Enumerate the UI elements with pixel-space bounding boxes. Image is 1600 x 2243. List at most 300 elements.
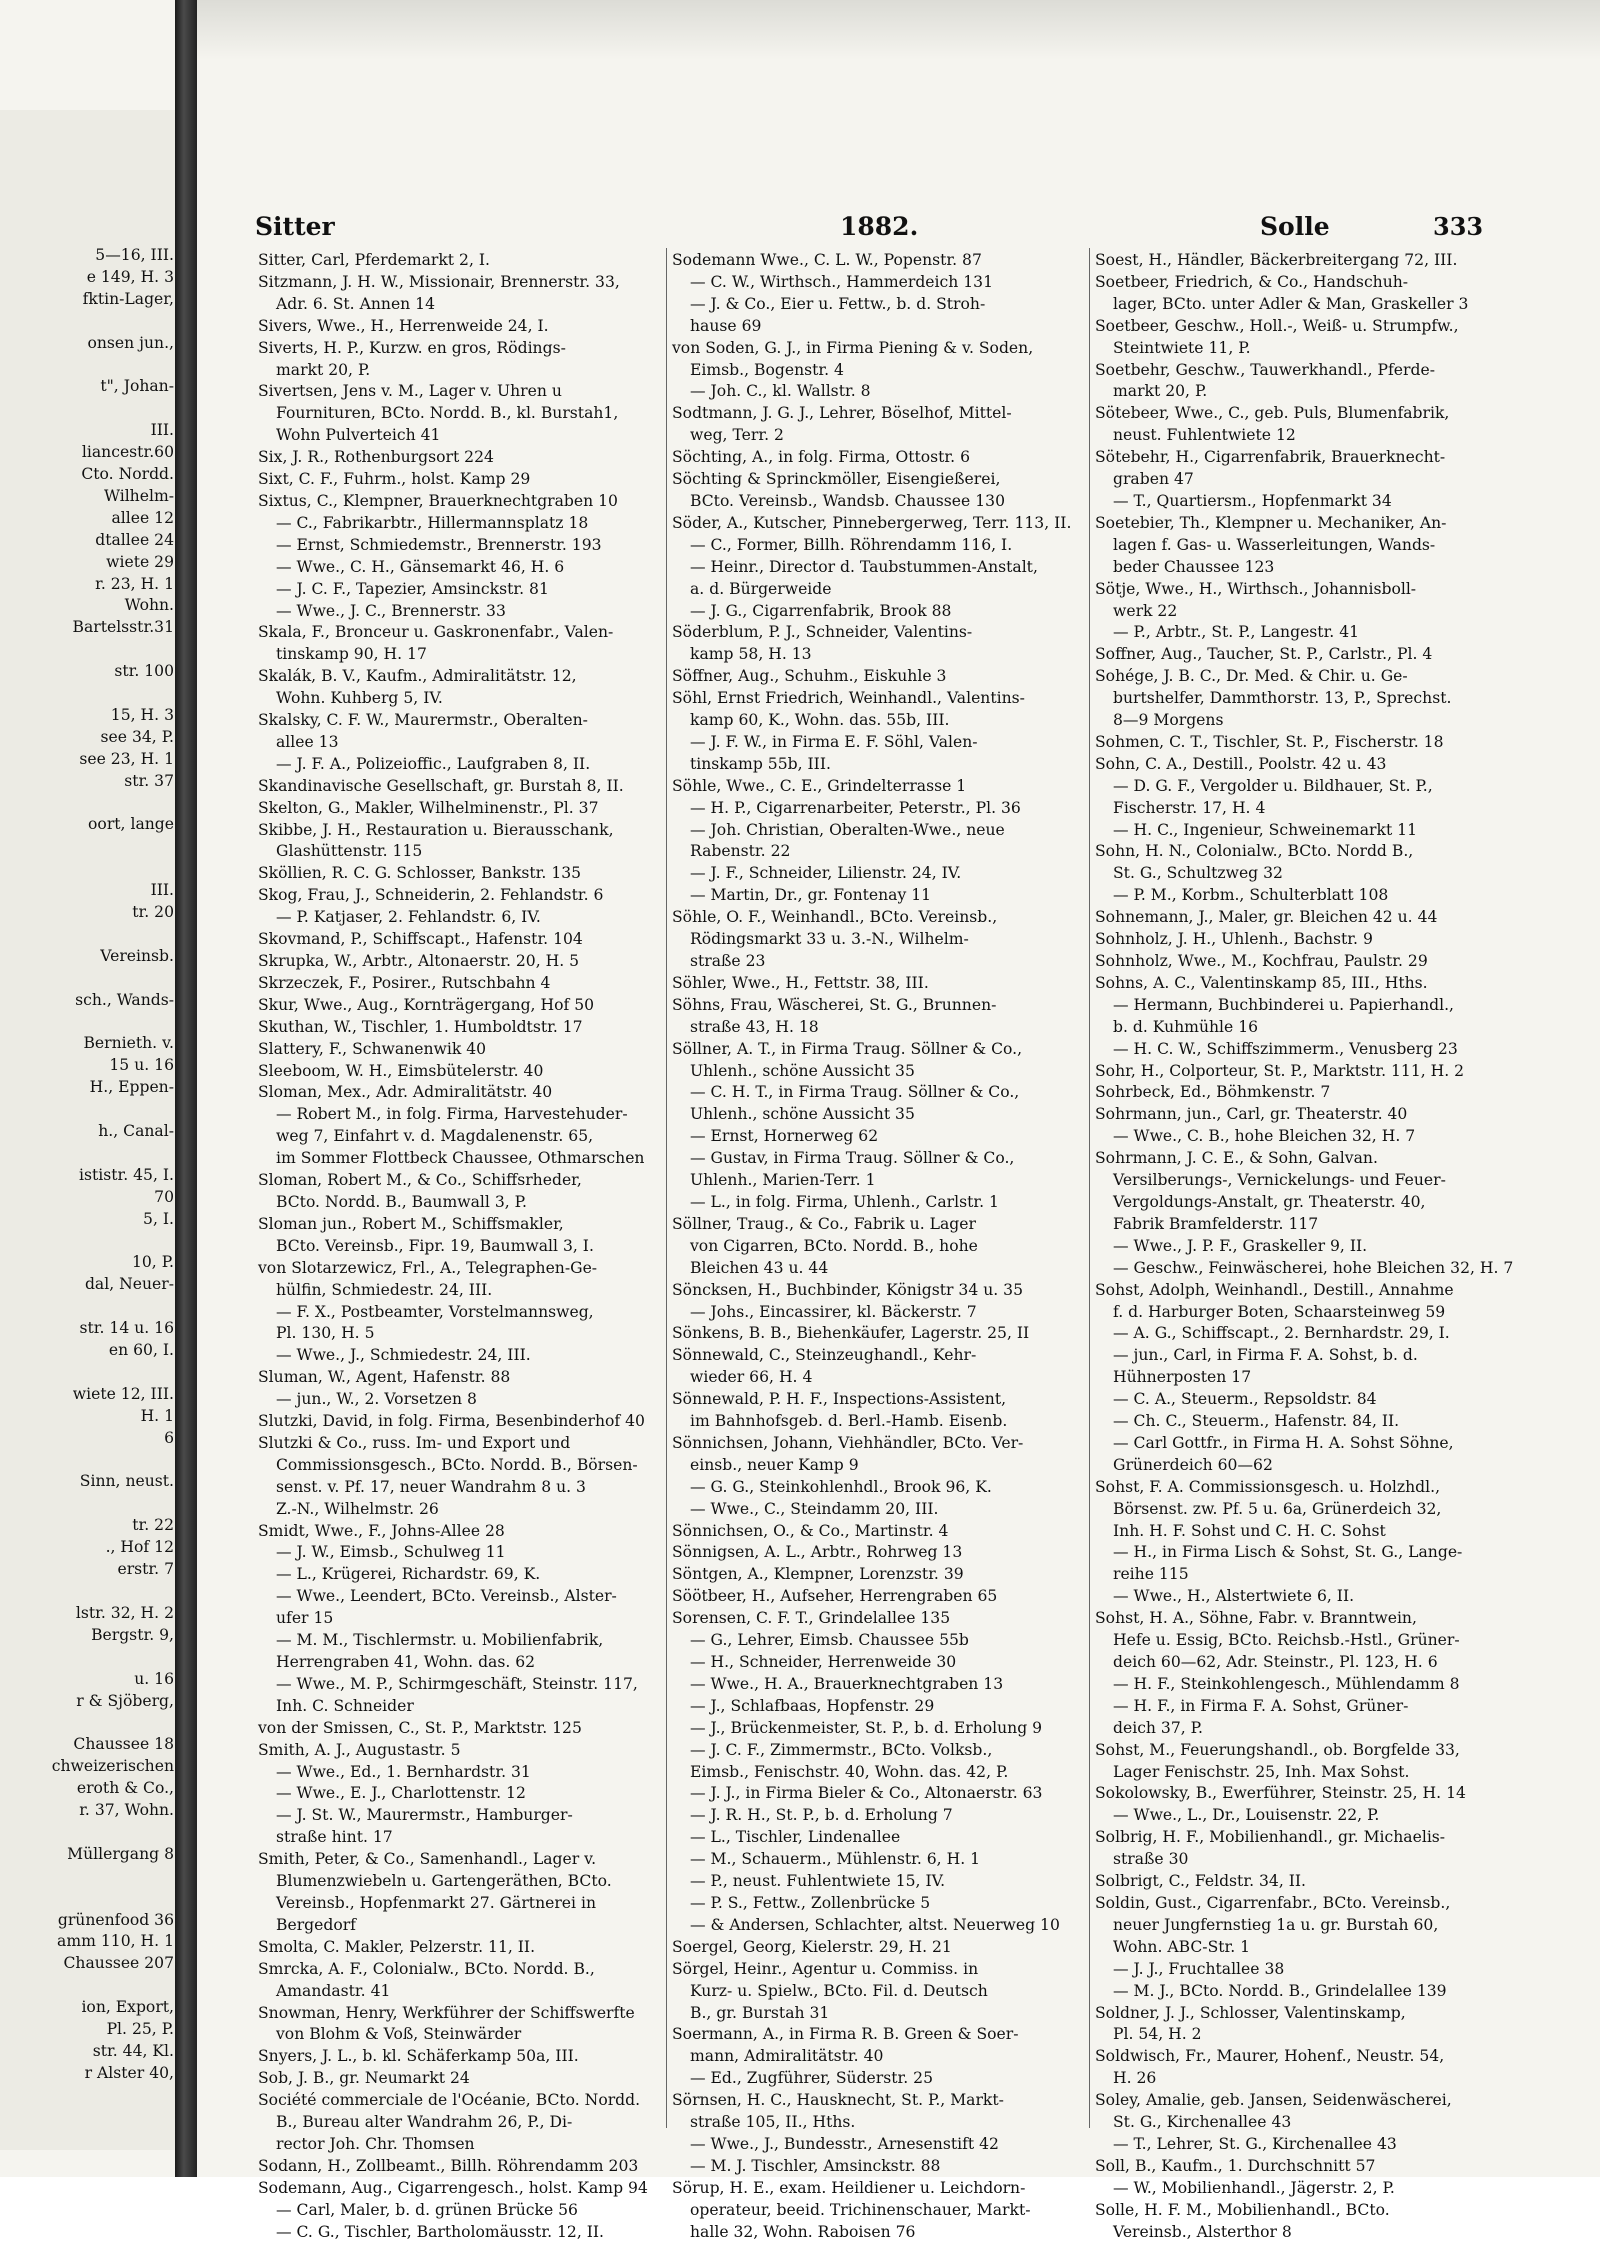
directory-entry-line: B., Bureau alter Wandrahm 26, P., Di- bbox=[276, 2113, 573, 2132]
directory-entry-line: — Ch. C., Steuerm., Hafenstr. 84, II. bbox=[1113, 1412, 1400, 1431]
directory-entry-line: von Soden, G. J., in Firma Piening & v. Soden, bbox=[672, 338, 1034, 357]
directory-entry-line: Sleeboom, W. H., Eimsbütelerstr. 40 bbox=[258, 1061, 544, 1080]
directory-entry-line: einsb., neuer Kamp 9 bbox=[690, 1455, 859, 1474]
directory-entry-line: — J. & Co., Eier u. Fettw., b. d. Stroh- bbox=[690, 294, 986, 313]
directory-entry-line: kamp 58, H. 13 bbox=[690, 645, 812, 664]
directory-entry-line: Sörnsen, H. C., Hausknecht, St. P., Markt- bbox=[672, 2091, 1004, 2110]
directory-entry-line: — Wwe., L., Dr., Louisenstr. 22, P. bbox=[1113, 1806, 1380, 1825]
directory-entry-line: Adr. 6. St. Annen 14 bbox=[276, 294, 436, 313]
previous-page-line bbox=[2, 858, 174, 880]
previous-page-line: Bartelsstr.31 bbox=[72, 618, 174, 637]
directory-entry-line: — Ed., Zugführer, Süderstr. 25 bbox=[690, 2069, 933, 2088]
directory-entry-line: halle 32, Wohn. Raboisen 76 bbox=[690, 2222, 916, 2241]
previous-page-line: en 60, I. bbox=[108, 1341, 174, 1360]
previous-page-line: lstr. 32, H. 2 bbox=[75, 1603, 174, 1622]
directory-entry-line: Siverts, H. P., Kurzw. en gros, Rödings- bbox=[258, 338, 566, 357]
previous-page-line: eroth & Co., bbox=[76, 1779, 174, 1798]
directory-entry-line: Sluman, W., Agent, Hafenstr. 88 bbox=[258, 1368, 511, 1387]
directory-entry-line: Soley, Amalie, geb. Jansen, Seidenwäscherei, bbox=[1095, 2091, 1452, 2110]
directory-entry-line: Société commerciale de l'Océanie, BCto. Nordd. bbox=[258, 2091, 641, 2110]
directory-entry-line: — Carl, Maler, b. d. grünen Brücke 56 bbox=[276, 2200, 578, 2219]
directory-entry-line: graben 47 bbox=[1113, 470, 1194, 489]
directory-entry-line: straße 105, II., Hths. bbox=[690, 2113, 856, 2132]
directory-entry-line: — & Andersen, Schlachter, altst. Neuerweg 10 bbox=[690, 1915, 1060, 1934]
directory-entry-line: Smolta, C. Makler, Pelzerstr. 11, II. bbox=[258, 1937, 536, 1956]
directory-entry-line: Sohn, C. A., Destill., Poolstr. 42 u. 43 bbox=[1095, 754, 1387, 773]
directory-entry-line: Smrcka, A. F., Colonialw., BCto. Nordd. B., bbox=[258, 1959, 595, 1978]
directory-entry-line: f. d. Harburger Boten, Schaarsteinweg 59 bbox=[1113, 1302, 1446, 1321]
directory-entry-line: Inh. H. F. Sohst und C. H. C. Sohst bbox=[1113, 1521, 1386, 1540]
directory-entry-line: rector Joh. Chr. Thomsen bbox=[276, 2134, 475, 2153]
previous-page-line bbox=[2, 311, 174, 333]
previous-page-line bbox=[2, 968, 174, 990]
directory-entry-line: straße 23 bbox=[690, 952, 766, 970]
previous-page-text bbox=[2, 245, 174, 2085]
directory-entry-line: allee 13 bbox=[276, 732, 339, 751]
previous-page-line: 15, H. 3 bbox=[110, 705, 174, 724]
directory-entry-line: — Hermann, Buchbinderei u. Papierhandl., bbox=[1113, 995, 1455, 1014]
directory-entry-line: — C. H. T., in Firma Traug. Söllner & Co., bbox=[690, 1083, 1020, 1102]
directory-entry-line: Eimsb., Fenischstr. 40, Wohn. das. 42, P. bbox=[690, 1762, 1009, 1781]
previous-page-line: chweizerischen bbox=[51, 1757, 174, 1776]
directory-entry-line: wieder 66, H. 4 bbox=[690, 1368, 813, 1387]
directory-entry-line: Sodemann, Aug., Cigarrengesch., holst. Kamp 94 bbox=[258, 2178, 648, 2197]
directory-entry-line: Lager Fenischstr. 25, Inh. Max Sohst. bbox=[1113, 1762, 1410, 1781]
column-rule bbox=[666, 248, 667, 2128]
directory-entry-line: Soetbeer, Geschw., Holl.-, Weiß- u. Strumpfw., bbox=[1095, 316, 1459, 335]
directory-entry-line: Sohst, M., Feuerungshandl., ob. Borgfelde 33, bbox=[1095, 1740, 1460, 1759]
directory-entry-line: Soldner, J. J., Schlosser, Valentinskamp, bbox=[1095, 2003, 1406, 2022]
directory-entry-line: — Wwe., H., Alstertwiete 6, II. bbox=[1113, 1587, 1355, 1606]
page-number: 333 bbox=[1433, 212, 1484, 241]
directory-entry-line: von der Smissen, C., St. P., Marktstr. 125 bbox=[258, 1718, 582, 1737]
directory-entry-line: Söffner, Aug., Schuhm., Eiskuhle 3 bbox=[672, 667, 947, 686]
directory-entry-line: — jun., W., 2. Vorsetzen 8 bbox=[276, 1390, 477, 1409]
directory-entry-line: — Wwe., E. J., Charlottenstr. 12 bbox=[276, 1784, 526, 1803]
previous-page-line: str. 44, Kl. bbox=[92, 2041, 174, 2060]
previous-page-line: liancestr.60 bbox=[81, 443, 174, 462]
directory-entry-line: — J., Schlafbaas, Hopfenstr. 29 bbox=[690, 1696, 935, 1715]
directory-entry-line: — J. F., Schneider, Lilienstr. 24, IV. bbox=[690, 864, 962, 883]
previous-page-line: amm 110, H. 1 bbox=[57, 1932, 174, 1951]
directory-entry-line: Sohége, J. B. C., Dr. Med. & Chir. u. Ge- bbox=[1095, 667, 1408, 686]
directory-entry-line: H. 26 bbox=[1113, 2069, 1157, 2088]
directory-entry-line: Fournituren, BCto. Nordd. B., kl. Burstah1, bbox=[276, 404, 619, 423]
directory-entry-line: — M. M., Tischlermstr. u. Mobilienfabrik, bbox=[276, 1631, 604, 1650]
directory-entry-line: — Heinr., Director d. Taubstummen-Anstalt, bbox=[690, 557, 1038, 576]
directory-entry-line: von Cigarren, BCto. Nordd. B., hohe bbox=[690, 1236, 978, 1255]
previous-page-line bbox=[2, 355, 174, 377]
previous-page-line bbox=[2, 639, 174, 661]
directory-entry-line: Kurz- u. Spielw., BCto. Fil. d. Deutsch bbox=[690, 1981, 988, 2000]
directory-entry-line: Skur, Wwe., Aug., Kornträgergang, Hof 50 bbox=[258, 995, 595, 1014]
directory-entry-line: Sköllien, R. C. G. Schlosser, Bankstr. 135 bbox=[258, 864, 582, 883]
previous-page-line: erstr. 7 bbox=[117, 1560, 174, 1579]
directory-entry-line: — Wwe., J. C., Brennerstr. 33 bbox=[276, 601, 506, 620]
directory-entry-line: — H. F., Steinkohlengesch., Mühlendamm 8 bbox=[1113, 1674, 1460, 1693]
directory-entry-line: — P., Arbtr., St. P., Langestr. 41 bbox=[1113, 623, 1360, 642]
previous-page-line bbox=[2, 398, 174, 420]
directory-entry-line: — J., Brückenmeister, St. P., b. d. Erholung 9 bbox=[690, 1718, 1043, 1737]
previous-page-line: 15 u. 16 bbox=[109, 1056, 174, 1075]
directory-entry-line: deich 60—62, Adr. Steinstr., Pl. 123, H. 6 bbox=[1113, 1653, 1438, 1671]
directory-entry-line: — P. S., Fettw., Zollenbrücke 5 bbox=[690, 1893, 931, 1912]
directory-entry-line: Söhns, Frau, Wäscherei, St. G., Brunnen- bbox=[672, 995, 997, 1014]
directory-entry-line: Herrengraben 41, Wohn. das. 62 bbox=[276, 1653, 536, 1671]
directory-entry-line: Söncksen, H., Buchbinder, Königstr 34 u. 35 bbox=[672, 1280, 1024, 1299]
directory-entry-line: — Wwe., Leendert, BCto. Vereinsb., Alster- bbox=[276, 1587, 617, 1606]
directory-entry-line: straße 30 bbox=[1113, 1850, 1189, 1869]
directory-entry-line: Z.-N., Wilhelmstr. 26 bbox=[276, 1499, 439, 1518]
directory-entry-line: BCto. Vereinsb., Fipr. 19, Baumwall 3, I. bbox=[276, 1236, 594, 1255]
directory-entry-line: im Bahnhofsgeb. d. Berl.-Hamb. Eisenb. bbox=[690, 1412, 1008, 1431]
previous-page-edge bbox=[0, 110, 175, 2150]
directory-entry-line: — Wwe., M. P., Schirmgeschäft, Steinstr. 117, bbox=[276, 1674, 638, 1693]
directory-entry-line: Sohnholz, Wwe., M., Kochfrau, Paulstr. 29 bbox=[1095, 952, 1428, 970]
previous-page-line bbox=[2, 924, 174, 946]
directory-entry-line: Soergel, Georg, Kielerstr. 29, H. 21 bbox=[672, 1937, 952, 1956]
previous-page-line bbox=[2, 1581, 174, 1603]
directory-entry-line: — Gustav, in Firma Traug. Söllner & Co., bbox=[690, 1149, 1015, 1168]
directory-entry-line: — F. X., Postbeamter, Vorstelmannsweg, bbox=[276, 1302, 594, 1321]
previous-page-line: 5, I. bbox=[143, 1209, 174, 1228]
directory-entry-line: Sörgel, Heinr., Agentur u. Commiss. in bbox=[672, 1959, 979, 1978]
directory-entry-line: Pl. 54, H. 2 bbox=[1113, 2025, 1202, 2044]
directory-entry-line: St. G., Kirchenallee 43 bbox=[1113, 2113, 1292, 2132]
directory-entry-line: Sodann, H., Zollbeamt., Billh. Röhrendamm 203 bbox=[258, 2156, 639, 2175]
directory-entry-line: straße 43, H. 18 bbox=[690, 1017, 819, 1036]
directory-entry-line: Sönkens, B. B., Biehenkäufer, Lagerstr. 25, II bbox=[672, 1324, 1030, 1343]
directory-entry-line: Sitter, Carl, Pferdemarkt 2, I. bbox=[258, 251, 490, 269]
directory-entry-line: Söhle, O. F., Weinhandl., BCto. Vereinsb., bbox=[672, 908, 998, 927]
directory-entry-line: Skrupka, W., Arbtr., Altonaerstr. 20, H. 5 bbox=[258, 952, 580, 970]
directory-entry-line: neuer Jungfernstieg 1a u. gr. Burstah 60, bbox=[1113, 1915, 1439, 1934]
directory-entry-line: Fabrik Bramfelderstr. 117 bbox=[1113, 1214, 1319, 1233]
previous-page-line: H., Eppen- bbox=[89, 1078, 174, 1097]
directory-entry-line: Sörup, H. E., exam. Heildiener u. Leichdorn- bbox=[672, 2178, 1026, 2197]
directory-entry-line: — H. F., in Firma F. A. Sohst, Grüner- bbox=[1113, 1696, 1409, 1715]
previous-page-line: h., Canal- bbox=[98, 1122, 174, 1141]
directory-entry-line: Soetbeer, Friedrich, & Co., Handschuh- bbox=[1095, 272, 1409, 291]
previous-page-line: r & Sjöberg, bbox=[76, 1691, 174, 1710]
directory-entry-line: Solle, H. F. M., Mobilienhandl., BCto. bbox=[1095, 2200, 1390, 2219]
previous-page-line: oort, lange bbox=[88, 815, 174, 834]
directory-entry-line: Sloman jun., Robert M., Schiffsmakler, bbox=[258, 1214, 564, 1233]
previous-page-line: Pl. 25, P. bbox=[106, 2020, 174, 2039]
directory-entry-line: Soetebier, Th., Klempner u. Mechaniker, An- bbox=[1095, 513, 1447, 532]
directory-entry-line: Sloman, Mex., Adr. Admiralitätstr. 40 bbox=[258, 1083, 553, 1102]
directory-entry-line: — G. G., Steinkohlenhdl., Brook 96, K. bbox=[690, 1477, 992, 1496]
directory-entry-line: Söhle, Wwe., C. E., Grindelterrasse 1 bbox=[672, 776, 967, 795]
directory-entry-line: Sönnichsen, Johann, Viehhändler, BCto. Ver- bbox=[672, 1433, 1024, 1452]
directory-entry-line: Eimsb., Bogenstr. 4 bbox=[690, 360, 844, 379]
directory-entry-line: Skalák, B. V., Kaufm., Admiralitätstr. 12, bbox=[258, 667, 577, 686]
directory-entry-line: Sohr, H., Colporteur, St. P., Marktstr. 111, H. 2 bbox=[1095, 1061, 1465, 1080]
directory-entry-line: Hefe u. Essig, BCto. Reichsb.-Hstl., Grüner- bbox=[1113, 1631, 1460, 1650]
directory-entry-line: — Wwe., C., Steindamm 20, III. bbox=[690, 1499, 939, 1518]
previous-page-line: allee 12 bbox=[111, 508, 174, 527]
directory-entry-line: — Johs., Eincassirer, kl. Bäckerstr. 7 bbox=[690, 1302, 977, 1321]
directory-entry-line: — Joh. Christian, Oberalten-Wwe., neue bbox=[690, 820, 1005, 839]
previous-page-line: see 34, P. bbox=[100, 727, 174, 746]
directory-entry-line: Söchting, A., in folg. Firma, Ottostr. 6 bbox=[672, 448, 971, 467]
directory-entry-line: Smith, Peter, & Co., Samenhandl., Lager v. bbox=[258, 1850, 597, 1869]
page-shadow bbox=[197, 0, 1600, 60]
directory-entry-line: Skog, Frau, J., Schneiderin, 2. Fehlandstr. 6 bbox=[258, 886, 604, 905]
directory-entry-line: — J. G., Cigarrenfabrik, Brook 88 bbox=[690, 601, 952, 620]
directory-entry-line: — L., in folg. Firma, Uhlenh., Carlstr. 1 bbox=[690, 1192, 999, 1211]
directory-entry-line: Smith, A. J., Augustastr. 5 bbox=[258, 1740, 461, 1759]
previous-page-line: r Alster 40, bbox=[84, 2063, 174, 2082]
directory-entry-line: Börsenst. zw. Pf. 5 u. 6a, Grünerdeich 32, bbox=[1113, 1499, 1442, 1518]
directory-entry-line: Soermann, A., in Firma R. B. Green & Soer- bbox=[672, 2025, 1019, 2044]
directory-entry-line: 8—9 Morgens bbox=[1113, 711, 1224, 730]
directory-entry-line: Soetbehr, Geschw., Tauwerkhandl., Pferde- bbox=[1095, 360, 1435, 379]
directory-entry-line: von Slotarzewicz, Frl., A., Telegraphen-Ge- bbox=[258, 1258, 598, 1277]
previous-page-line: ., Hof 12 bbox=[105, 1538, 174, 1557]
previous-page-line: see 23, H. 1 bbox=[79, 749, 174, 768]
previous-page-line: r. 23, H. 1 bbox=[95, 574, 174, 593]
directory-entry-line: weg, Terr. 2 bbox=[690, 426, 784, 445]
directory-column-3 bbox=[1095, 250, 1514, 2241]
previous-page-line bbox=[2, 683, 174, 705]
directory-entry-line: — Wwe., J., Schmiedestr. 24, III. bbox=[276, 1346, 531, 1365]
directory-entry-line: senst. v. Pf. 17, neuer Wandrahm 8 u. 3 bbox=[276, 1477, 586, 1496]
directory-entry-line: Rödingsmarkt 33 u. 3.-N., Wilhelm- bbox=[690, 930, 969, 949]
directory-entry-line: — T., Quartiersm., Hopfenmarkt 34 bbox=[1113, 491, 1392, 510]
previous-page-line: Chaussee 18 bbox=[73, 1735, 174, 1754]
previous-page-line: 70 bbox=[154, 1187, 174, 1206]
directory-entry-line: Sodemann Wwe., C. L. W., Popenstr. 87 bbox=[672, 251, 982, 269]
directory-entry-line: Sohst, H. A., Söhne, Fabr. v. Branntwein, bbox=[1095, 1609, 1417, 1628]
directory-entry-line: — Carl Gottfr., in Firma H. A. Sohst Söhne, bbox=[1113, 1433, 1454, 1452]
directory-entry-line: — L., Krügerei, Richardstr. 69, K. bbox=[276, 1565, 541, 1584]
directory-entry-line: Uhlenh., Marien-Terr. 1 bbox=[690, 1171, 876, 1190]
previous-page-line: str. 100 bbox=[114, 662, 174, 681]
previous-page-line: ion, Export, bbox=[81, 1998, 174, 2017]
directory-entry-line: Söntgen, A., Klempner, Lorenzstr. 39 bbox=[672, 1565, 964, 1584]
directory-entry-line: — J. C. F., Tapezier, Amsinckstr. 81 bbox=[276, 579, 549, 598]
directory-entry-line: Sixt, C. F., Fuhrm., holst. Kamp 29 bbox=[258, 470, 531, 489]
directory-entry-line: — T., Lehrer, St. G., Kirchenallee 43 bbox=[1113, 2134, 1397, 2153]
directory-entry-line: — J. J., in Firma Bieler & Co., Altonaerstr. 63 bbox=[690, 1784, 1043, 1803]
directory-entry-line: Bergedorf bbox=[276, 1915, 356, 1934]
directory-entry-line: Uhlenh., schöne Aussicht 35 bbox=[690, 1061, 915, 1080]
directory-entry-line: Sötje, Wwe., H., Wirthsch., Johannisboll- bbox=[1095, 579, 1417, 598]
directory-entry-line: werk 22 bbox=[1113, 601, 1178, 620]
directory-entry-line: — D. G. F., Vergolder u. Bildhauer, St. P., bbox=[1113, 776, 1433, 795]
previous-page-line bbox=[2, 1231, 174, 1253]
previous-page-line: wiete 12, III. bbox=[72, 1384, 174, 1403]
directory-entry-line: Skandinavische Gesellschaft, gr. Burstah 8, II. bbox=[258, 776, 624, 795]
directory-entry-line: Slutzki & Co., russ. Im- und Export und bbox=[258, 1433, 571, 1452]
directory-entry-line: Sohrmann, J. C. E., & Sohn, Galvan. bbox=[1095, 1149, 1378, 1168]
directory-entry-line: Söhl, Ernst Friedrich, Weinhandl., Valentins- bbox=[672, 689, 1025, 708]
directory-entry-line: Sodtmann, J. G. J., Lehrer, Böselhof, Mittel- bbox=[672, 404, 1012, 423]
directory-entry-line: — P., neust. Fuhlentwiete 15, IV. bbox=[690, 1872, 946, 1891]
directory-entry-line: Soldwisch, Fr., Maurer, Hohenf., Neustr. 54, bbox=[1095, 2047, 1445, 2066]
directory-entry-line: lagen f. Gas- u. Wasserleitungen, Wands- bbox=[1113, 535, 1436, 554]
directory-entry-line: Smidt, Wwe., F., Johns-Allee 28 bbox=[258, 1521, 505, 1540]
directory-entry-line: Wohn. Kuhberg 5, IV. bbox=[276, 689, 443, 708]
directory-entry-line: Söllner, Traug., & Co., Fabrik u. Lager bbox=[672, 1214, 976, 1233]
column-rule bbox=[1089, 248, 1090, 2128]
directory-entry-line: — A. G., Schiffscapt., 2. Bernhardstr. 29, I. bbox=[1113, 1324, 1450, 1343]
directory-entry-line: hause 69 bbox=[690, 316, 762, 335]
previous-page-line: III. bbox=[150, 421, 174, 440]
directory-entry-line: Sorensen, C. F. T., Grindelallee 135 bbox=[672, 1609, 951, 1628]
directory-entry-line: Blumenzwiebeln u. Gartengeräthen, BCto. bbox=[276, 1872, 612, 1891]
directory-entry-line: Skelton, G., Makler, Wilhelminenstr., Pl. 37 bbox=[258, 798, 599, 817]
directory-entry-line: Rabenstr. 22 bbox=[690, 842, 791, 861]
directory-entry-line: Skuthan, W., Tischler, 1. Humboldtstr. 17 bbox=[258, 1017, 583, 1036]
directory-entry-line: Skovmand, P., Schiffscapt., Hafenstr. 104 bbox=[258, 930, 583, 949]
directory-entry-line: Söchting & Sprinckmöller, Eisengießerei, bbox=[672, 470, 1001, 489]
directory-entry-line: neust. Fuhlentwiete 12 bbox=[1113, 426, 1296, 445]
previous-page-line: Wilhelm- bbox=[103, 486, 174, 505]
directory-entry-line: Sob, J. B., gr. Neumarkt 24 bbox=[258, 2069, 470, 2088]
directory-entry-line: tinskamp 55b, III. bbox=[690, 754, 831, 773]
directory-entry-line: Söderblum, P. J., Schneider, Valentins- bbox=[672, 623, 973, 642]
book-gutter bbox=[175, 0, 197, 2177]
directory-entry-line: Solbrig, H. F., Mobilienhandl., gr. Michaelis- bbox=[1095, 1828, 1446, 1847]
directory-entry-line: Skrzeczek, F., Posirer., Rutschbahn 4 bbox=[258, 973, 551, 992]
previous-page-line: H. 1 bbox=[140, 1406, 174, 1425]
directory-entry-line: — H., in Firma Lisch & Sohst, St. G., Lange- bbox=[1113, 1543, 1463, 1562]
previous-page-line: Sinn, neust. bbox=[79, 1472, 174, 1491]
previous-page-line: Müllergang 8 bbox=[67, 1844, 174, 1863]
directory-entry-line: Sohn, H. N., Colonialw., BCto. Nordd B., bbox=[1095, 842, 1414, 861]
directory-entry-line: — Robert M., in folg. Firma, Harvestehuder- bbox=[276, 1105, 628, 1124]
previous-page-line: ististr. 45, I. bbox=[78, 1165, 174, 1184]
previous-page-line bbox=[2, 1888, 174, 1910]
previous-page-line bbox=[2, 1012, 174, 1034]
directory-entry-line: Söllner, A. T., in Firma Traug. Söllner & Co., bbox=[672, 1039, 1023, 1058]
directory-entry-line: — Joh. C., kl. Wallstr. 8 bbox=[690, 382, 871, 401]
directory-entry-line: Sivertsen, Jens v. M., Lager v. Uhren u bbox=[258, 382, 562, 401]
running-header bbox=[255, 212, 1550, 248]
directory-entry-line: tinskamp 90, H. 17 bbox=[276, 645, 427, 664]
previous-page-line: 6 bbox=[164, 1428, 174, 1447]
previous-page-line: str. 14 u. 16 bbox=[79, 1319, 174, 1338]
previous-page-line: Bergstr. 9, bbox=[91, 1625, 174, 1644]
directory-entry-line: burtshelfer, Dammthorstr. 13, P., Sprechst. bbox=[1113, 689, 1452, 708]
previous-page-line: str. 37 bbox=[124, 771, 174, 790]
directory-entry-line: Sohnemann, J., Maler, gr. Bleichen 42 u. 44 bbox=[1095, 908, 1438, 927]
directory-entry-line: Solbrigt, C., Feldstr. 34, II. bbox=[1095, 1872, 1307, 1891]
directory-entry-line: Skibbe, J. H., Restauration u. Bierausschank, bbox=[258, 820, 614, 839]
directory-entry-line: — P. Katjaser, 2. Fehlandstr. 6, IV. bbox=[276, 908, 541, 927]
directory-entry-line: BCto. Nordd. B., Baumwall 3, P. bbox=[276, 1192, 527, 1211]
previous-page-line bbox=[2, 1099, 174, 1121]
directory-entry-line: Sivers, Wwe., H., Herrenweide 24, I. bbox=[258, 316, 549, 335]
directory-entry-line: BCto. Vereinsb., Wandsb. Chaussee 130 bbox=[690, 491, 1005, 510]
directory-entry-line: weg 7, Einfahrt v. d. Magdalenenstr. 65, bbox=[276, 1127, 594, 1146]
directory-entry-line: von Blohm & Voß, Steinwärder bbox=[276, 2025, 522, 2044]
previous-page-line: r. 37, Wohn. bbox=[79, 1801, 174, 1820]
directory-entry-line: — M. J. Tischler, Amsinckstr. 88 bbox=[690, 2156, 941, 2175]
directory-entry-line: St. G., Schultzweg 32 bbox=[1113, 864, 1283, 883]
directory-entry-line: — J. W., Eimsb., Schulweg 11 bbox=[276, 1543, 506, 1562]
directory-entry-line: Skalsky, C. F. W., Maurermstr., Oberalten- bbox=[258, 711, 588, 730]
directory-entry-line: — Ernst, Hornerweg 62 bbox=[690, 1127, 879, 1146]
previous-page-line bbox=[2, 1296, 174, 1318]
directory-entry-line: — J. J., Fruchtallee 38 bbox=[1113, 1959, 1285, 1978]
previous-page-line: Wohn. bbox=[124, 596, 174, 615]
directory-entry-line: — Wwe., H. A., Brauerknechtgraben 13 bbox=[690, 1674, 1004, 1693]
directory-entry-line: Inh. C. Schneider bbox=[276, 1696, 414, 1715]
directory-entry-line: Sötebeer, Wwe., C., geb. Puls, Blumenfabrik, bbox=[1095, 404, 1450, 423]
directory-entry-line: Sohnholz, J. H., Uhlenh., Bachstr. 9 bbox=[1095, 930, 1373, 949]
directory-entry-line: Wohn. ABC-Str. 1 bbox=[1113, 1937, 1251, 1956]
directory-entry-line: Sohns, A. C., Valentinskamp 85, III., Hths. bbox=[1095, 973, 1428, 992]
directory-entry-line: lager, BCto. unter Adler & Man, Graskeller 3 bbox=[1113, 294, 1469, 313]
directory-entry-line: Slutzki, David, in folg. Firma, Besenbinderhof 40 bbox=[258, 1412, 645, 1431]
directory-entry-line: — C., Former, Billh. Röhrendamm 116, I. bbox=[690, 535, 1013, 554]
directory-column-1 bbox=[258, 250, 663, 2241]
directory-entry-line: Vereinsb., Hopfenmarkt 27. Gärtnerei in bbox=[276, 1893, 597, 1912]
directory-entry-line: — H., Schneider, Herrenweide 30 bbox=[690, 1653, 957, 1671]
header-year: 1882. bbox=[840, 212, 919, 241]
directory-entry-line: Sohmen, C. T., Tischler, St. P., Fischerstr. 18 bbox=[1095, 732, 1444, 751]
header-first-entry: Sitter bbox=[255, 212, 335, 241]
directory-entry-line: Snowman, Henry, Werkführer der Schiffswerfte bbox=[258, 2003, 635, 2022]
directory-entry-line: — M. J., BCto. Nordd. B., Grindelallee 139 bbox=[1113, 1981, 1447, 2000]
previous-page-line: sch., Wands- bbox=[75, 990, 174, 1009]
directory-entry-line: — C. A., Steuerm., Repsoldstr. 84 bbox=[1113, 1390, 1377, 1409]
directory-entry-line: Steintwiete 11, P. bbox=[1113, 338, 1251, 357]
directory-entry-line: Soldin, Gust., Cigarrenfabr., BCto. Vereinsb., bbox=[1095, 1893, 1451, 1912]
directory-entry-line: — Wwe., J. P. F., Graskeller 9, II. bbox=[1113, 1236, 1368, 1255]
directory-entry-line: Sötebehr, H., Cigarrenfabrik, Brauerknecht- bbox=[1095, 448, 1446, 467]
directory-entry-line: Versilberungs-, Vernickelungs- und Feuer- bbox=[1113, 1171, 1446, 1190]
directory-entry-line: Soffner, Aug., Taucher, St. P., Carlstr., Pl. 4 bbox=[1095, 645, 1433, 664]
directory-entry-line: Fischerstr. 17, H. 4 bbox=[1113, 798, 1266, 817]
directory-entry-line: Sohst, Adolph, Weinhandl., Destill., Annahme bbox=[1095, 1280, 1454, 1299]
directory-entry-line: — C., Fabrikarbtr., Hillermannsplatz 18 bbox=[276, 513, 589, 532]
directory-entry-line: Sönnewald, P. H. F., Inspections-Assistent, bbox=[672, 1390, 1007, 1409]
directory-entry-line: — jun., Carl, in Firma F. A. Sohst, b. d. bbox=[1113, 1346, 1418, 1365]
previous-page-line: dal, Neuer- bbox=[84, 1275, 174, 1294]
directory-entry-line: — M., Schauerm., Mühlenstr. 6, H. 1 bbox=[690, 1850, 981, 1869]
directory-entry-line: — Wwe., C. H., Gänsemarkt 46, H. 6 bbox=[276, 557, 565, 576]
directory-entry-line: — P. M., Korbm., Schulterblatt 108 bbox=[1113, 886, 1389, 905]
directory-entry-line: — J. C. F., Zimmermstr., BCto. Volksb., bbox=[690, 1740, 993, 1759]
directory-entry-line: — H. C. W., Schiffszimmerm., Venusberg 23 bbox=[1113, 1039, 1458, 1058]
directory-entry-line: — G., Lehrer, Eimsb. Chaussee 55b bbox=[690, 1631, 969, 1650]
directory-entry-line: — Geschw., Feinwäscherei, hohe Bleichen 32, H. 7 bbox=[1113, 1258, 1514, 1277]
directory-entry-line: — H. P., Cigarrenarbeiter, Peterstr., Pl. 36 bbox=[690, 798, 1021, 817]
directory-entry-line: — J. F. A., Polizeioffic., Laufgraben 8, II. bbox=[276, 754, 591, 773]
directory-entry-line: — Wwe., J., Bundesstr., Arnesenstift 42 bbox=[690, 2134, 999, 2153]
previous-page-line bbox=[2, 1647, 174, 1669]
directory-entry-line: Commissionsgesch., BCto. Nordd. B., Börsen- bbox=[276, 1455, 638, 1474]
directory-entry-line: — C. G., Tischler, Bartholomäusstr. 12, II. bbox=[276, 2222, 605, 2241]
directory-entry-line: beder Chaussee 123 bbox=[1113, 557, 1275, 576]
directory-column-2 bbox=[672, 250, 1087, 2241]
directory-entry-line: Sokolowsky, B., Ewerführer, Steinstr. 25, H. 14 bbox=[1095, 1784, 1466, 1803]
directory-entry-line: mann, Admiralitätstr. 40 bbox=[690, 2047, 884, 2066]
directory-entry-line: Vereinsb., Alsterthor 8 bbox=[1113, 2222, 1292, 2241]
previous-page-line bbox=[2, 836, 174, 858]
directory-entry-line: Söhler, Wwe., H., Fettstr. 38, III. bbox=[672, 973, 929, 992]
directory-entry-line: — Wwe., C. B., hohe Bleichen 32, H. 7 bbox=[1113, 1127, 1416, 1146]
directory-entry-line: Pl. 130, H. 5 bbox=[276, 1324, 375, 1343]
directory-entry-line: Sixtus, C., Klempner, Brauerknechtgraben 10 bbox=[258, 491, 618, 510]
directory-entry-line: Vergoldungs-Anstalt, gr. Theaterstr. 40, bbox=[1113, 1192, 1426, 1211]
directory-entry-line: — Ernst, Schmiedemstr., Brennerstr. 193 bbox=[276, 535, 602, 554]
previous-page-line bbox=[2, 1493, 174, 1515]
